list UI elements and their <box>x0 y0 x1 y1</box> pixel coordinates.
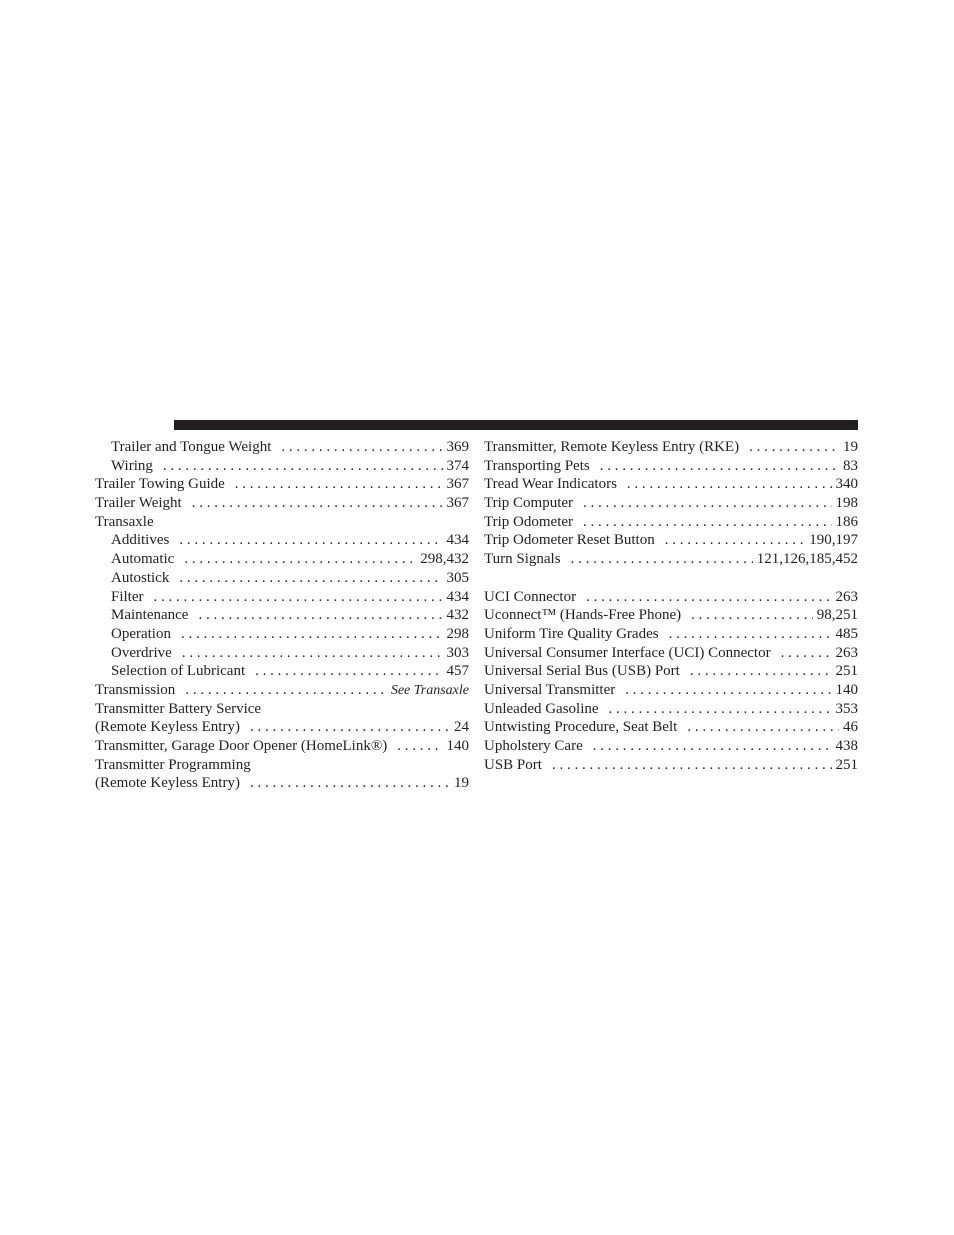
page-reference: 340 <box>835 476 858 493</box>
dot-leader <box>609 700 832 719</box>
index-term: Trip Computer <box>484 495 574 512</box>
page-reference: 83 <box>843 457 858 474</box>
index-term: (Remote Keyless Entry) <box>95 775 240 792</box>
dot-leader <box>198 606 442 625</box>
index-term: Transmitter Battery Service <box>95 700 262 717</box>
index-term: Uniform Tire Quality Grades <box>484 625 659 642</box>
dot-leader <box>781 644 832 663</box>
index-entry <box>95 718 469 737</box>
index-term: Transporting Pets <box>484 457 590 474</box>
index-term: Uconnect™ (Hands-Free Phone) <box>484 607 682 624</box>
index-entry <box>95 494 469 513</box>
index-entry <box>484 438 858 457</box>
index-entry <box>95 606 469 625</box>
index-term: Universal Consumer Interface (UCI) Connector <box>484 644 771 661</box>
dot-leader <box>179 531 442 550</box>
dot-leader <box>182 644 443 663</box>
index-entry <box>95 756 469 775</box>
index-entry <box>484 457 858 476</box>
index-term: Tread Wear Indicators <box>484 476 617 493</box>
dot-leader <box>250 774 450 793</box>
index-term: Universal Serial Bus (USB) Port <box>484 663 680 680</box>
index-entry <box>484 737 858 756</box>
index-term: Trip Odometer Reset Button <box>484 532 655 549</box>
index-entry <box>95 475 469 494</box>
page-reference: See Transaxle <box>390 682 469 698</box>
index-entry <box>95 457 469 476</box>
dot-leader <box>687 718 839 737</box>
dot-leader <box>235 475 443 494</box>
page-reference: 251 <box>835 756 858 773</box>
page-reference: 121,126,185,452 <box>756 551 858 568</box>
page-reference: 298 <box>446 625 469 642</box>
index-term: Trailer Weight <box>95 495 182 512</box>
index-entry <box>95 644 469 663</box>
dot-leader <box>397 737 442 756</box>
dot-leader <box>600 457 839 476</box>
index-entry <box>95 700 469 719</box>
dot-leader <box>184 550 416 569</box>
index-entry <box>95 625 469 644</box>
dot-leader <box>669 625 832 644</box>
section-gap <box>484 569 858 588</box>
index-entry <box>95 662 469 681</box>
index-entry <box>484 718 858 737</box>
index-term: Additives <box>111 532 170 549</box>
index-entry <box>95 774 469 793</box>
dot-leader <box>749 438 839 457</box>
page-reference: 457 <box>446 663 469 680</box>
page-reference: 19 <box>454 775 469 792</box>
index-term: Turn Signals <box>484 551 561 568</box>
page-reference: 190,197 <box>809 532 858 549</box>
dot-leader <box>281 438 442 457</box>
index-entry <box>95 588 469 607</box>
index-term: UCI Connector <box>484 588 577 605</box>
index-entry <box>95 569 469 588</box>
index-term: Transmission <box>95 681 176 698</box>
index-entry <box>484 588 858 607</box>
page-reference: 305 <box>446 569 469 586</box>
index-entry <box>95 513 469 532</box>
index-term: Selection of Lubricant <box>111 663 246 680</box>
index-entry <box>95 550 469 569</box>
index-term: USB Port <box>484 756 542 773</box>
index-entry <box>484 606 858 625</box>
index-entry <box>484 475 858 494</box>
page-reference: 374 <box>446 457 469 474</box>
dot-leader <box>583 494 831 513</box>
dot-leader <box>691 606 813 625</box>
index-entry <box>484 494 858 513</box>
page-reference: 303 <box>446 644 469 661</box>
index-term: Operation <box>111 625 171 642</box>
page-reference: 98,251 <box>816 607 858 624</box>
index-term: Transmitter, Garage Door Opener (HomeLink®) <box>95 738 388 754</box>
page-reference: 140 <box>835 681 858 698</box>
index-column-left <box>95 438 469 793</box>
dot-leader <box>583 513 831 532</box>
dot-leader <box>571 550 753 569</box>
page-reference: 434 <box>446 532 469 549</box>
dot-leader <box>181 625 443 644</box>
index-term: Maintenance <box>111 607 189 624</box>
index-entry <box>484 644 858 663</box>
dot-leader <box>250 718 450 737</box>
dot-leader <box>185 681 387 700</box>
index-entry <box>95 737 469 756</box>
index-entry <box>484 625 858 644</box>
header-rule <box>174 420 858 430</box>
page-reference: 432 <box>446 607 469 624</box>
index-entry <box>484 756 858 775</box>
dot-leader <box>586 588 831 607</box>
dot-leader <box>154 588 443 607</box>
index-entry <box>95 681 469 700</box>
index-entry <box>484 662 858 681</box>
page-reference: 251 <box>835 663 858 680</box>
dot-leader <box>627 475 832 494</box>
page-reference: 367 <box>446 476 469 493</box>
page-reference: 186 <box>835 513 858 530</box>
dot-leader <box>690 662 832 681</box>
dot-leader <box>625 681 831 700</box>
index-entry <box>95 438 469 457</box>
index-term: Upholstery Care <box>484 738 583 754</box>
dot-leader <box>593 737 832 756</box>
page-reference: 140 <box>446 738 469 754</box>
dot-leader <box>179 569 442 588</box>
dot-leader <box>665 531 806 550</box>
page-reference: 24 <box>454 719 469 736</box>
page-reference: 367 <box>446 495 469 512</box>
index-entry <box>95 531 469 550</box>
dot-leader <box>255 662 442 681</box>
index-term: Wiring <box>111 457 153 474</box>
page-reference: 19 <box>843 439 858 455</box>
page-reference: 46 <box>843 719 858 736</box>
index-term: Trailer and Tongue Weight <box>111 439 272 455</box>
page-reference: 263 <box>835 644 858 661</box>
index-term: Unleaded Gasoline <box>484 700 599 717</box>
index-entry <box>484 513 858 532</box>
index-term: (Remote Keyless Entry) <box>95 719 240 736</box>
index-entry <box>484 700 858 719</box>
page-reference: 298,432 <box>420 551 469 568</box>
index-term: Filter <box>111 588 144 605</box>
index-term: Universal Transmitter <box>484 681 616 698</box>
index-column-right <box>484 438 858 774</box>
index-term: Transaxle <box>95 513 154 530</box>
index-term: Transmitter, Remote Keyless Entry (RKE) <box>484 439 740 455</box>
index-term: Transmitter Programming <box>95 756 251 773</box>
index-term: Untwisting Procedure, Seat Belt <box>484 719 678 736</box>
index-term: Overdrive <box>111 644 172 661</box>
page-reference: 485 <box>835 625 858 642</box>
index-entry <box>484 531 858 550</box>
page-reference: 369 <box>446 439 469 455</box>
index-term: Trailer Towing Guide <box>95 476 225 493</box>
page-reference: 434 <box>446 588 469 605</box>
index-term: Autostick <box>111 569 170 586</box>
index-term: Automatic <box>111 551 175 568</box>
index-entry <box>484 681 858 700</box>
dot-leader <box>163 457 443 476</box>
dot-leader <box>192 494 443 513</box>
page-reference: 263 <box>835 588 858 605</box>
page-reference: 353 <box>835 700 858 717</box>
index-entry <box>484 550 858 569</box>
dot-leader <box>552 756 832 775</box>
page-reference: 198 <box>835 495 858 512</box>
page-reference: 438 <box>835 738 858 754</box>
index-term: Trip Odometer <box>484 513 574 530</box>
